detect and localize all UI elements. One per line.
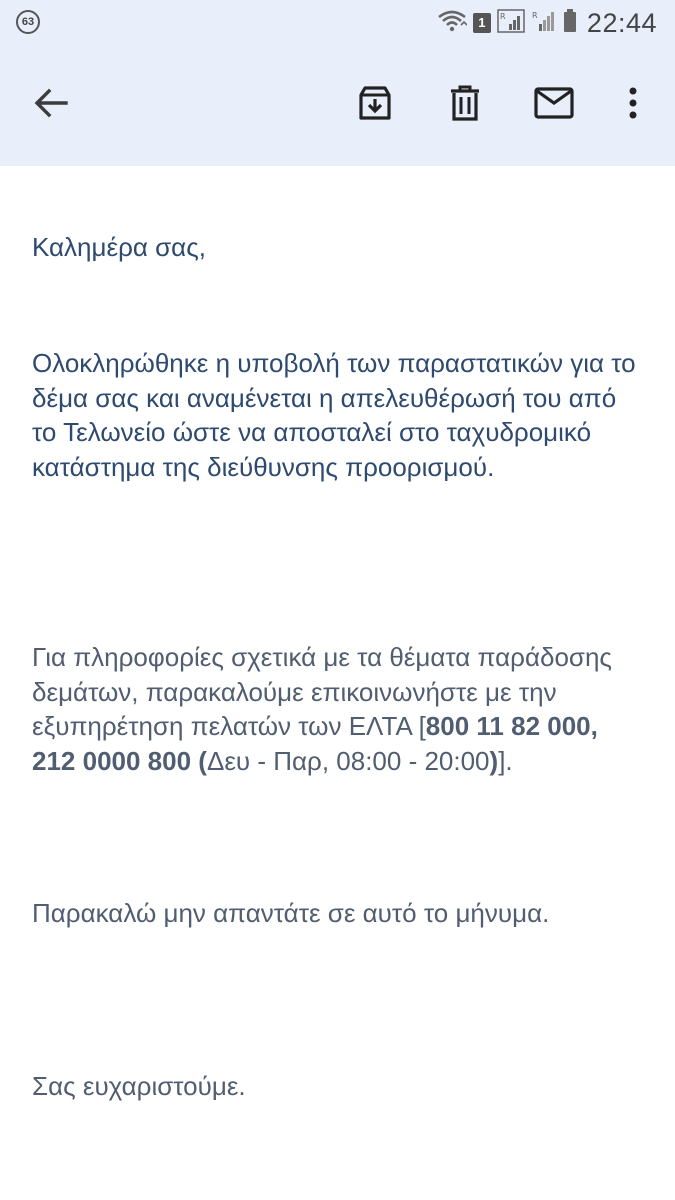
- contact-ending: ].: [498, 745, 513, 776]
- signal-roaming-icon: [497, 9, 525, 38]
- archive-button[interactable]: [352, 82, 398, 128]
- contact-text: Για πληροφορίες σχετικά με τα θέματα παράδοσης δεμάτων, παρακαλούμε επικοινωνήστε με την εξυπηρέτηση πελατών των ΕΛΤΑ [: [32, 642, 612, 741]
- notification-count-badge: 63: [16, 10, 40, 34]
- email-paragraph-submission: Ολοκληρώθηκε η υποβολή των παραστατικών για το δέμα σας και αναμένεται η απελευθέρωσή του από το Τελωνείο ώστε να αποσταλεί στο ταχυδρομικό κατάστημα της διεύθυνσης προορισμού.: [32, 348, 636, 482]
- delete-button[interactable]: [442, 82, 488, 128]
- email-greeting: Καλημέρα σας,: [32, 232, 206, 262]
- mail-icon: [534, 87, 574, 124]
- status-time: 22:44: [586, 7, 657, 38]
- app-toolbar: [0, 0, 675, 166]
- email-paragraph-contact: [32, 640, 647, 778]
- delete-icon: [449, 85, 481, 126]
- svg-text:R: R: [531, 10, 538, 20]
- back-button[interactable]: [28, 82, 74, 128]
- battery-icon: [563, 9, 577, 38]
- hours-close-paren: ): [489, 745, 499, 776]
- email-body: [0, 166, 675, 1200]
- more-vert-icon: [628, 87, 638, 124]
- mark-unread-button[interactable]: [531, 82, 577, 128]
- phone-numbers[interactable]: 800 11 82 000, 212 0000 800: [32, 711, 598, 776]
- sim-slot-badge: 1: [473, 13, 491, 33]
- wifi-icon: [437, 9, 467, 38]
- archive-icon: [357, 85, 393, 126]
- more-options-button[interactable]: [610, 82, 656, 128]
- email-closing: Σας ευχαριστούμε.: [32, 1071, 246, 1101]
- status-icons: [437, 6, 657, 40]
- arrow-back-icon: [34, 88, 68, 123]
- hours-open-paren: (: [198, 745, 207, 776]
- signal-roaming-icon-2: [531, 9, 557, 38]
- no-reply-notice: Παρακαλώ μην απαντάτε σε αυτό το μήνυμα.: [32, 898, 550, 928]
- status-bar: [0, 0, 675, 46]
- svg-text:R: R: [499, 11, 506, 21]
- contact-hours: Δευ - Παρ, 08:00 - 20:00: [206, 745, 490, 776]
